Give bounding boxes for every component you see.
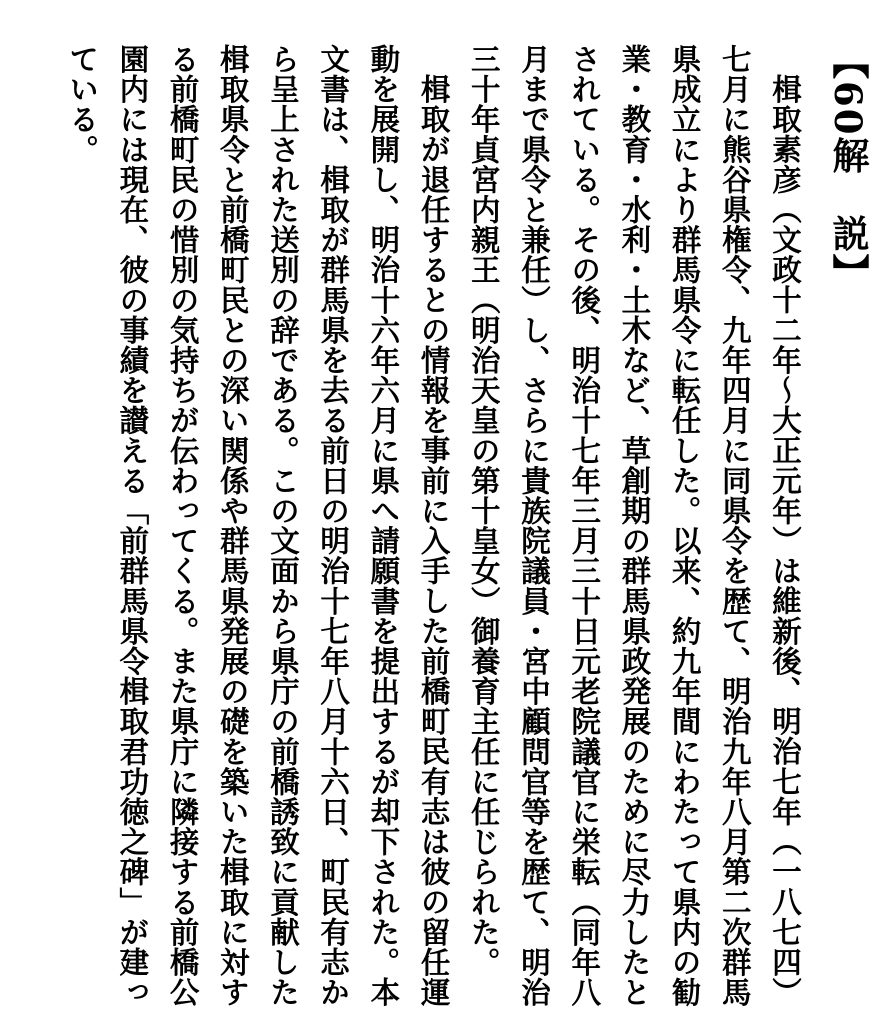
section-heading: 【60解 説】	[826, 42, 870, 293]
paragraph-1: 楫取素彦（文政十二年～大正元年）は維新後、明治七年（一八七四）七月に熊谷県権令、九年四月に同県令を歴て、明治九年八月第二次群馬県成立により群馬県令に転任した。以来、約九年間にわたって県内の勧業・教育・水利・土木など、草創期の群馬県政発展のために尽力したとされている。その後、明治十七年三月三十日元老院議官に栄転（同年八月まで県令と兼任）し、さらに貴族院議員・宮中顧問官等を歴て、明治三十年貞宮内親王（明治天皇の第十皇女）御養育主任に任じられた。	[466, 44, 802, 1008]
paragraph-2: 楫取が退任するとの情報を事前に入手した前橋町民有志は彼の留任運動を展開し、明治十六年六月に県へ請願書を提出するが却下された。本文書は、楫取が群馬県を去る前日の明治十七年八月十六日、町民有志から呈上された送別の辞である。この文面から県庁の前橋誘致に貢献した楫取県令と前橋町民との深い関係や群馬県発展の礎を築いた楫取に対する前橋町民の惜別の気持ちが伝わってくる。また県庁に隣接する前橋公園内には現在、彼の事績を讃える「前群馬県令楫取君功徳之碑」が建っている。	[65, 44, 451, 1008]
commentary-body	[20, 44, 810, 1014]
